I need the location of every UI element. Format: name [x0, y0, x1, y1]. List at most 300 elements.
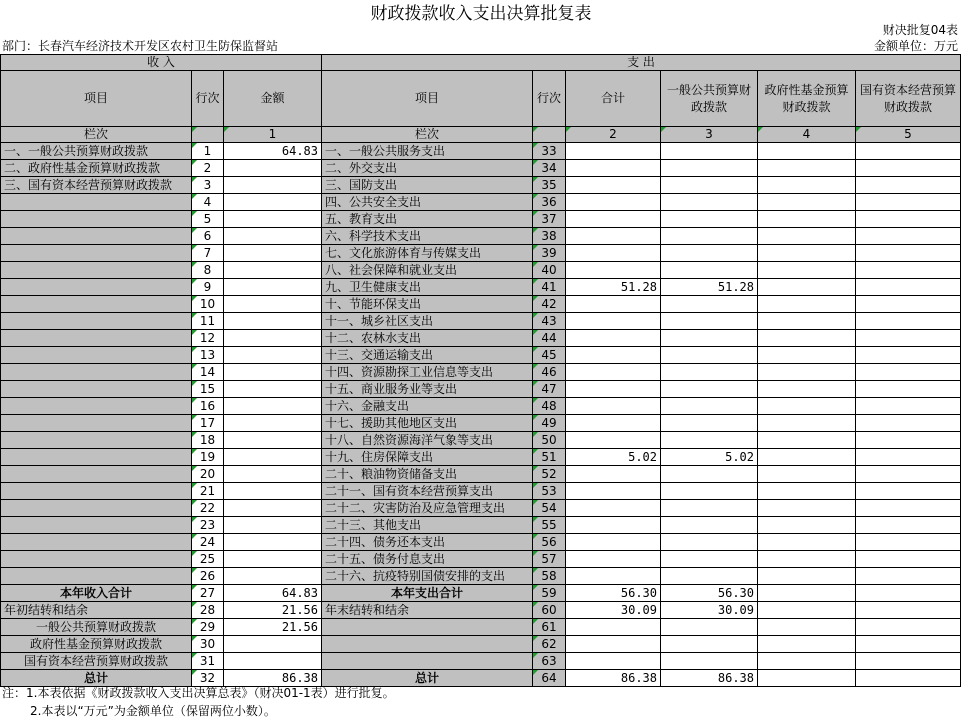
- summary-row: [1, 585, 961, 602]
- expense-item-cell: 九、卫生健康支出: [322, 279, 533, 296]
- expense-item-cell: 二十二、灾害防治及应急管理支出: [322, 500, 533, 517]
- gov-fund-header: 政府性基金预算财政拨款: [758, 71, 856, 127]
- expense-rowno-cell: 35: [533, 177, 566, 194]
- general-budget-cell: 51.28: [661, 279, 758, 296]
- income-rowno-cell: 23: [192, 517, 224, 534]
- expense-total-cell: [566, 466, 661, 483]
- end-balance-label: 年末结转和结余: [322, 602, 533, 619]
- year-income-amount: 64.83: [224, 585, 322, 602]
- year-income-rowno: 27: [192, 585, 224, 602]
- expense-item-cell: 三、国防支出: [322, 177, 533, 194]
- income-rowno-cell: 14: [192, 364, 224, 381]
- expense-item-cell: 二十六、抗疫特别国债安排的支出: [322, 568, 533, 585]
- expense-grand-total: 86.38: [566, 670, 661, 687]
- general-budget-cell: [661, 262, 758, 279]
- general-budget-cell: [661, 143, 758, 160]
- income-amount-cell: [224, 347, 322, 364]
- income-rowno-cell: 1: [192, 143, 224, 160]
- begin-general-label: 一般公共预算财政拨款: [1, 619, 192, 636]
- income-item-cell: [1, 313, 192, 330]
- expense-total-cell: [566, 296, 661, 313]
- blank-cell: [856, 619, 961, 636]
- income-total-amount: 86.38: [224, 670, 322, 687]
- income-item-cell: [1, 534, 192, 551]
- income-item-cell: [1, 194, 192, 211]
- general-budget-cell: [661, 517, 758, 534]
- state-capital-cell: [856, 432, 961, 449]
- income-rowno-cell: 16: [192, 398, 224, 415]
- income-item-header: 项目: [1, 71, 192, 127]
- state-capital-header: 国有资本经营预算财政拨款: [856, 71, 961, 127]
- income-item-cell: [1, 347, 192, 364]
- state-capital-cell: [856, 466, 961, 483]
- expense-rowno-cell: 43: [533, 313, 566, 330]
- state-capital-cell: [856, 500, 961, 517]
- table-row: [1, 483, 961, 500]
- expense-rowno-cell: 51: [533, 449, 566, 466]
- year-expense-fund: [758, 585, 856, 602]
- state-capital-cell: [856, 143, 961, 160]
- expense-rowno-cell: 44: [533, 330, 566, 347]
- gov-fund-cell: [758, 143, 856, 160]
- income-amount-header: 金额: [224, 71, 322, 127]
- column-number-3: 3: [661, 127, 758, 143]
- gov-fund-cell: [758, 432, 856, 449]
- blank-cell: [758, 653, 856, 670]
- end-balance-total: 30.09: [566, 602, 661, 619]
- page-title: 财政拨款收入支出决算批复表: [370, 4, 592, 24]
- table-row: [1, 228, 961, 245]
- expense-rowno-cell: 57: [533, 551, 566, 568]
- expense-item-cell: 二十、粮油物资储备支出: [322, 466, 533, 483]
- expense-total-cell: [566, 500, 661, 517]
- table-row: [1, 194, 961, 211]
- expense-item-cell: 十七、援助其他地区支出: [322, 415, 533, 432]
- general-budget-cell: [661, 534, 758, 551]
- expense-rowno-cell: 46: [533, 364, 566, 381]
- gov-fund-cell: [758, 449, 856, 466]
- income-amount-cell: [224, 500, 322, 517]
- gov-fund-cell: [758, 194, 856, 211]
- general-budget-cell: [661, 364, 758, 381]
- begin-capital-label: 国有资本经营预算财政拨款: [1, 653, 192, 670]
- expense-item-cell: 十一、城乡社区支出: [322, 313, 533, 330]
- general-budget-cell: [661, 551, 758, 568]
- expense-rowno-cell: 56: [533, 534, 566, 551]
- income-rowno-cell: 21: [192, 483, 224, 500]
- income-item-cell: [1, 330, 192, 347]
- income-item-cell: [1, 211, 192, 228]
- expense-total-cell: [566, 398, 661, 415]
- expense-total-cell: [566, 330, 661, 347]
- general-budget-cell: [661, 211, 758, 228]
- expense-rowno-cell: 40: [533, 262, 566, 279]
- blank-cell: [661, 636, 758, 653]
- table-row: [1, 330, 961, 347]
- expense-item-cell: 十二、农林水支出: [322, 330, 533, 347]
- expense-total-cell: [566, 534, 661, 551]
- income-item-cell: [1, 551, 192, 568]
- general-budget-cell: [661, 398, 758, 415]
- state-capital-cell: [856, 364, 961, 381]
- income-rowno-cell: 10: [192, 296, 224, 313]
- expense-total-cell: [566, 415, 661, 432]
- state-capital-cell: [856, 313, 961, 330]
- end-balance-rowno: 60: [533, 602, 566, 619]
- end-blank-item: [322, 653, 533, 670]
- expense-grand-fund: [758, 670, 856, 687]
- gov-fund-cell: [758, 177, 856, 194]
- gov-fund-cell: [758, 296, 856, 313]
- state-capital-cell: [856, 347, 961, 364]
- table-row: [1, 398, 961, 415]
- income-rowno-cell: 11: [192, 313, 224, 330]
- income-rowno-cell: 5: [192, 211, 224, 228]
- gov-fund-cell: [758, 381, 856, 398]
- expense-item-cell: 十、节能环保支出: [322, 296, 533, 313]
- expense-rowno-cell: 48: [533, 398, 566, 415]
- year-expense-label: 本年支出合计: [322, 585, 533, 602]
- income-rowno-cell: 26: [192, 568, 224, 585]
- income-rowno-header: 行次: [192, 71, 224, 127]
- income-item-cell: [1, 381, 192, 398]
- income-amount-cell: [224, 381, 322, 398]
- income-amount-cell: [224, 551, 322, 568]
- income-rowno-cell: 7: [192, 245, 224, 262]
- income-item-cell: [1, 568, 192, 585]
- expense-item-cell: 八、社会保障和就业支出: [322, 262, 533, 279]
- income-rowno-cell: 3: [192, 177, 224, 194]
- end-blank-item: [322, 619, 533, 636]
- income-item-cell: [1, 296, 192, 313]
- income-amount-cell: [224, 177, 322, 194]
- expense-total-rowno: 64: [533, 670, 566, 687]
- income-rowno-cell: 12: [192, 330, 224, 347]
- begin-balance-rowno: 28: [192, 602, 224, 619]
- income-item-cell: [1, 432, 192, 449]
- expense-total-cell: 5.02: [566, 449, 661, 466]
- general-budget-cell: [661, 381, 758, 398]
- income-amount-cell: [224, 262, 322, 279]
- begin-balance-label: 年初结转和结余: [1, 602, 192, 619]
- expense-rowno-cell: 54: [533, 500, 566, 517]
- year-expense-rowno: 59: [533, 585, 566, 602]
- income-amount-cell: [224, 279, 322, 296]
- table-row: [1, 415, 961, 432]
- expense-item-cell: 十八、自然资源海洋气象等支出: [322, 432, 533, 449]
- expense-rowno-cell: 36: [533, 194, 566, 211]
- begin-fund-amount: [224, 636, 322, 653]
- general-budget-cell: [661, 296, 758, 313]
- expense-total-cell: [566, 551, 661, 568]
- table-row: [1, 500, 961, 517]
- state-capital-cell: [856, 262, 961, 279]
- expense-total-cell: [566, 177, 661, 194]
- table-row: [1, 517, 961, 534]
- expense-item-cell: 一、一般公共服务支出: [322, 143, 533, 160]
- general-budget-cell: [661, 245, 758, 262]
- end-balance-capital: [856, 602, 961, 619]
- gov-fund-cell: [758, 551, 856, 568]
- expense-grand-general: 86.38: [661, 670, 758, 687]
- table-row: [1, 262, 961, 279]
- department-label: 部门：长春汽车经济技术开发区农村卫生防保监督站: [2, 39, 279, 53]
- expense-total-label: 总计: [322, 670, 533, 687]
- expense-item-header: 项目: [322, 71, 533, 127]
- income-amount-cell: [224, 194, 322, 211]
- table-row: [1, 347, 961, 364]
- state-capital-cell: [856, 245, 961, 262]
- expense-total-header: 合计: [566, 71, 661, 127]
- expense-total-cell: [566, 262, 661, 279]
- state-capital-cell: [856, 398, 961, 415]
- income-item-cell: [1, 228, 192, 245]
- income-amount-cell: [224, 228, 322, 245]
- expense-item-cell: 四、公共安全支出: [322, 194, 533, 211]
- notes: [2, 684, 395, 720]
- expense-rowno-cell: 58: [533, 568, 566, 585]
- blank-cell: [661, 653, 758, 670]
- state-capital-cell: [856, 381, 961, 398]
- column-label: 栏次: [1, 127, 192, 143]
- income-item-cell: [1, 449, 192, 466]
- begin-balance-amount: 21.56: [224, 602, 322, 619]
- income-item-cell: [1, 245, 192, 262]
- summary-row: [1, 619, 961, 636]
- expense-item-cell: 二、外交支出: [322, 160, 533, 177]
- general-budget-cell: [661, 568, 758, 585]
- expense-rowno-cell: 52: [533, 466, 566, 483]
- income-rowno-cell: 22: [192, 500, 224, 517]
- summary-row: [1, 636, 961, 653]
- state-capital-cell: [856, 449, 961, 466]
- expense-total-cell: [566, 483, 661, 500]
- income-rowno-cell: 25: [192, 551, 224, 568]
- begin-fund-label: 政府性基金预算财政拨款: [1, 636, 192, 653]
- unit-label: 金额单位：万元: [873, 39, 958, 53]
- income-amount-cell: [224, 160, 322, 177]
- begin-general-amount: 21.56: [224, 619, 322, 636]
- gov-fund-cell: [758, 160, 856, 177]
- income-item-cell: [1, 483, 192, 500]
- income-item-cell: 三、国有资本经营预算财政拨款: [1, 177, 192, 194]
- form-number: 财决批复04表: [882, 23, 958, 37]
- general-budget-cell: [661, 483, 758, 500]
- gov-fund-cell: [758, 534, 856, 551]
- income-amount-cell: [224, 330, 322, 347]
- general-budget-cell: [661, 347, 758, 364]
- gov-fund-cell: [758, 279, 856, 296]
- expense-total-cell: [566, 245, 661, 262]
- expense-total-cell: [566, 347, 661, 364]
- income-amount-cell: [224, 313, 322, 330]
- state-capital-cell: [856, 534, 961, 551]
- general-budget-cell: [661, 432, 758, 449]
- state-capital-cell: [856, 177, 961, 194]
- expense-rowno-cell: 34: [533, 160, 566, 177]
- blank-cell: [566, 619, 661, 636]
- end-blank-item: [322, 636, 533, 653]
- year-income-label: 本年收入合计: [1, 585, 192, 602]
- general-budget-cell: 5.02: [661, 449, 758, 466]
- begin-capital-amount: [224, 653, 322, 670]
- table-row: [1, 160, 961, 177]
- expense-rowno-cell: 41: [533, 279, 566, 296]
- income-rowno-cell: 6: [192, 228, 224, 245]
- income-rowno-cell: 19: [192, 449, 224, 466]
- income-item-cell: [1, 500, 192, 517]
- expense-rowno-cell: 47: [533, 381, 566, 398]
- blank-cell: [856, 636, 961, 653]
- table-row: [1, 313, 961, 330]
- column-number-1: 1: [224, 127, 322, 143]
- expense-rowno-cell: 42: [533, 296, 566, 313]
- expense-item-cell: 二十五、债务付息支出: [322, 551, 533, 568]
- state-capital-cell: [856, 194, 961, 211]
- expense-total-cell: [566, 143, 661, 160]
- expense-item-cell: 二十三、其他支出: [322, 517, 533, 534]
- expense-rowno-cell: 39: [533, 245, 566, 262]
- income-amount-cell: [224, 211, 322, 228]
- year-expense-capital: [856, 585, 961, 602]
- blank-cell: [856, 653, 961, 670]
- general-budget-cell: [661, 228, 758, 245]
- income-amount-cell: [224, 568, 322, 585]
- end-general-rowno: 61: [533, 619, 566, 636]
- state-capital-cell: [856, 211, 961, 228]
- gov-fund-cell: [758, 500, 856, 517]
- year-expense-total: 56.30: [566, 585, 661, 602]
- expense-rowno-cell: 50: [533, 432, 566, 449]
- gov-fund-cell: [758, 211, 856, 228]
- expense-rowno-cell: 33: [533, 143, 566, 160]
- table-row: [1, 381, 961, 398]
- gov-fund-cell: [758, 415, 856, 432]
- income-rowno-cell: 17: [192, 415, 224, 432]
- gov-fund-cell: [758, 262, 856, 279]
- general-budget-header: 一般公共预算财政拨款: [661, 71, 758, 127]
- blank-cell: [661, 619, 758, 636]
- gov-fund-cell: [758, 330, 856, 347]
- income-rowno-cell: 13: [192, 347, 224, 364]
- table-row: [1, 143, 961, 160]
- expense-item-cell: 六、科学技术支出: [322, 228, 533, 245]
- income-item-cell: [1, 279, 192, 296]
- summary-row: [1, 602, 961, 619]
- expense-section-header: 支 出: [322, 55, 961, 71]
- income-amount-cell: [224, 296, 322, 313]
- state-capital-cell: [856, 517, 961, 534]
- begin-fund-rowno: 30: [192, 636, 224, 653]
- table-row: [1, 364, 961, 381]
- blank-cell: [566, 636, 661, 653]
- income-item-cell: 二、政府性基金预算财政拨款: [1, 160, 192, 177]
- column-number-blank: [192, 127, 224, 143]
- gov-fund-cell: [758, 517, 856, 534]
- income-amount-cell: [224, 364, 322, 381]
- expense-item-cell: 十九、住房保障支出: [322, 449, 533, 466]
- table-row: [1, 449, 961, 466]
- expense-item-cell: 十五、商业服务业等支出: [322, 381, 533, 398]
- state-capital-cell: [856, 279, 961, 296]
- general-budget-cell: [661, 415, 758, 432]
- end-balance-fund: [758, 602, 856, 619]
- expense-total-cell: 51.28: [566, 279, 661, 296]
- state-capital-cell: [856, 483, 961, 500]
- income-item-cell: [1, 415, 192, 432]
- blank-cell: [566, 653, 661, 670]
- column-number-5: 5: [856, 127, 961, 143]
- end-capital-rowno: 63: [533, 653, 566, 670]
- income-amount-cell: [224, 432, 322, 449]
- note-1: 注：1.本表依据《财政拨款收入支出决算总表》（财决01-1表）进行批复。: [2, 686, 395, 700]
- income-amount-cell: [224, 449, 322, 466]
- income-amount-cell: [224, 466, 322, 483]
- income-amount-cell: [224, 415, 322, 432]
- expense-grand-capital: [856, 670, 961, 687]
- income-amount-cell: [224, 398, 322, 415]
- income-total-label: 总计: [1, 670, 192, 687]
- income-rowno-cell: 2: [192, 160, 224, 177]
- income-rowno-cell: 20: [192, 466, 224, 483]
- expense-rowno-cell: 49: [533, 415, 566, 432]
- table-row: [1, 296, 961, 313]
- table-row: [1, 534, 961, 551]
- expense-item-cell: 二十四、债务还本支出: [322, 534, 533, 551]
- end-fund-rowno: 62: [533, 636, 566, 653]
- general-budget-cell: [661, 466, 758, 483]
- column-number-blank: [533, 127, 566, 143]
- end-balance-general: 30.09: [661, 602, 758, 619]
- general-budget-cell: [661, 313, 758, 330]
- income-amount-cell: [224, 483, 322, 500]
- expense-item-cell: 七、文化旅游体育与传媒支出: [322, 245, 533, 262]
- expense-rowno-cell: 45: [533, 347, 566, 364]
- gov-fund-cell: [758, 483, 856, 500]
- expense-total-cell: [566, 432, 661, 449]
- income-rowno-cell: 4: [192, 194, 224, 211]
- table-row: [1, 551, 961, 568]
- expense-total-cell: [566, 517, 661, 534]
- income-rowno-cell: 18: [192, 432, 224, 449]
- income-item-cell: [1, 466, 192, 483]
- income-item-cell: [1, 364, 192, 381]
- blank-cell: [758, 619, 856, 636]
- income-amount-cell: [224, 245, 322, 262]
- general-budget-cell: [661, 160, 758, 177]
- state-capital-cell: [856, 568, 961, 585]
- state-capital-cell: [856, 160, 961, 177]
- expense-item-cell: 十六、金融支出: [322, 398, 533, 415]
- expense-rowno-header: 行次: [533, 71, 566, 127]
- blank-cell: [758, 636, 856, 653]
- expense-rowno-cell: 55: [533, 517, 566, 534]
- general-budget-cell: [661, 177, 758, 194]
- income-rowno-cell: 24: [192, 534, 224, 551]
- gov-fund-cell: [758, 398, 856, 415]
- expense-item-cell: 五、教育支出: [322, 211, 533, 228]
- income-rowno-cell: 9: [192, 279, 224, 296]
- column-number-2: 2: [566, 127, 661, 143]
- state-capital-cell: [856, 551, 961, 568]
- expense-total-cell: [566, 381, 661, 398]
- income-item-cell: [1, 517, 192, 534]
- income-section-header: 收 入: [1, 55, 322, 71]
- gov-fund-cell: [758, 228, 856, 245]
- gov-fund-cell: [758, 313, 856, 330]
- column-number-4: 4: [758, 127, 856, 143]
- expense-total-cell: [566, 228, 661, 245]
